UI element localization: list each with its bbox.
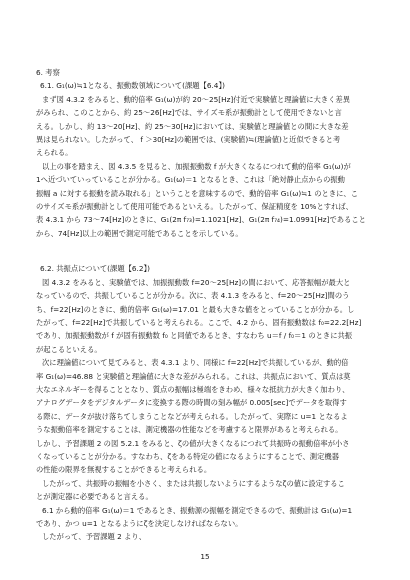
text-line: る際に、データが抜け落ちてしまうことなどが考えられる。したがって、実際に u=1 となるよ (36, 411, 348, 421)
text-line: える。しかし、約 13〜20[Hz]、約 25〜30[Hz]においては、実験値と理論値との間に大きな差 (36, 121, 349, 131)
text-line: たがって、f=22[Hz]で共振していると考えられる。ここで、4.2 から、固有振動数は f₀=22.2[Hz] (36, 317, 362, 327)
text-line: しかし、予習課題 2 の図 5.2.1 をみると、ζの値が大きくなるにつれて共振時の振動倍率が小さ (36, 438, 350, 448)
subsection-heading: 6.1. G₁(ω)≒1となる、振動数領域について(課題【6.4】) (40, 81, 225, 91)
text-line: したがって、予習課題 2 より、 (42, 532, 146, 542)
subsection-heading: 6.2. 共振点について(課題【6.2】) (40, 264, 151, 274)
paragraph (36, 276, 370, 356)
text-line: 振幅 a に対する振動を読み取れる」ということを意味するので、動的倍率 G₁(ω)≒1 のときに、こ (36, 188, 359, 198)
paragraph (36, 477, 370, 504)
text-line: 図 4.3.2 をみると、実験値では、加振振動数 f=20〜25[Hz]の間において、応答振幅が最大と (42, 277, 351, 287)
text-line: が起こるといえる。 (36, 344, 102, 354)
text-line: であり、かつ u=1 となるようにζを決定しなければならない。 (36, 519, 243, 528)
text-line: なっているので、共振していることが分かる。次に、表 4.1.3 をみると、f=20〜25[Hz]間のう (36, 291, 350, 301)
text-line: 表 4.3.1 から 73〜74[Hz]のときに、G₁(2π f₇₃)=1.1021[Hz]、G₁(2π f₇₄)=1.0991[Hz]であること (36, 215, 366, 225)
text-line: のサイズモ系が振動計として使用可能であるといえる。したがって、保証精度を 10%とすれば、 (36, 202, 353, 212)
text-line: 6.1 から動的倍率 G₁(ω)＝1 であるとき、振動源の振幅を測定できるので、振動計は G₁(ω)=1 (42, 505, 353, 515)
paragraph (36, 93, 370, 160)
text-line: とが測定器に必要であると言える。 (36, 492, 153, 502)
paragraph (36, 530, 370, 543)
text-line: 以上の事を踏まえ、図 4.3.5 を見ると、加振振動数 f が大きくなるにつれて動的倍率 G₁(ω)が (42, 161, 351, 171)
text-line: 率 G₁(ω)=46.88 と実験値と理論値に大きな差がみられる。これは、共振点において、質点は莫 (36, 371, 351, 381)
text-line: 異は見られない。したがって、 f ＞30[Hz]の範囲では、(実験値)≒(理論値)と近似できると考 (36, 135, 341, 145)
text-line: うな振動倍率を測定することは、測定機器の性能などを考慮すると限界があると考えられる。 (36, 425, 343, 435)
text-line: まず図 4.3.2 をみると、動的倍率 G₁(ω)が約 20〜25[Hz]付近で実験値と理論値に大きく差異 (42, 94, 351, 104)
text-line: えられる。 (36, 148, 73, 158)
text-line: ち、f=22[Hz]のときに、動的倍率 G₁(ω)=17.01 と最も大きな値をとっていることが分かる。し (36, 304, 355, 314)
text-line: くなっていることが分かる。すなわち、ζをある特定の値になるようにすることで、測定機器 (36, 451, 339, 461)
text-line: 1へ近づいていっていることが分かる。G₁(ω)＝1 となるとき、これは「絶対静止点からの振動 (36, 175, 345, 185)
paragraph (36, 160, 370, 240)
text-line: アナログデータをデジタルデータに変換する際の時間の刻み幅が 0.005[sec]でデータを取得す (36, 398, 347, 408)
spacer (36, 240, 370, 262)
text-line: 大なエネルギーを得ることとなり、質点の振幅は極端をきわめ、様々な抵抗力が大きく加わり、 (36, 384, 350, 394)
paragraph (36, 356, 370, 477)
text-line: の性能の限界を無視することができると考えられる。 (36, 465, 212, 475)
text-line: がみられ、このことから、約 25〜26[Hz]では、サイズモ系が振動計として使用できないと言 (36, 108, 342, 118)
text-line: したがって、共振時の振幅を小さく、または共振しないようにするようなζの値に設定するこ (42, 478, 345, 488)
section-heading: 6. 考察 (36, 68, 60, 77)
paragraph (36, 504, 370, 531)
page-number: 15 (200, 552, 210, 561)
text-line: から、74[Hz]以上の範囲で測定可能であることを示している。 (36, 228, 243, 238)
text-line: であり、加振振動数が f が固有振動数 f₀ と同値であるとき、すなわち u＝f / f₀＝1 のときに共振 (36, 331, 353, 341)
text-line: 次に理論値について見てみると、表 4.3.1 より、同様に f=22[Hz]で共振しているが、動的倍 (42, 358, 349, 368)
